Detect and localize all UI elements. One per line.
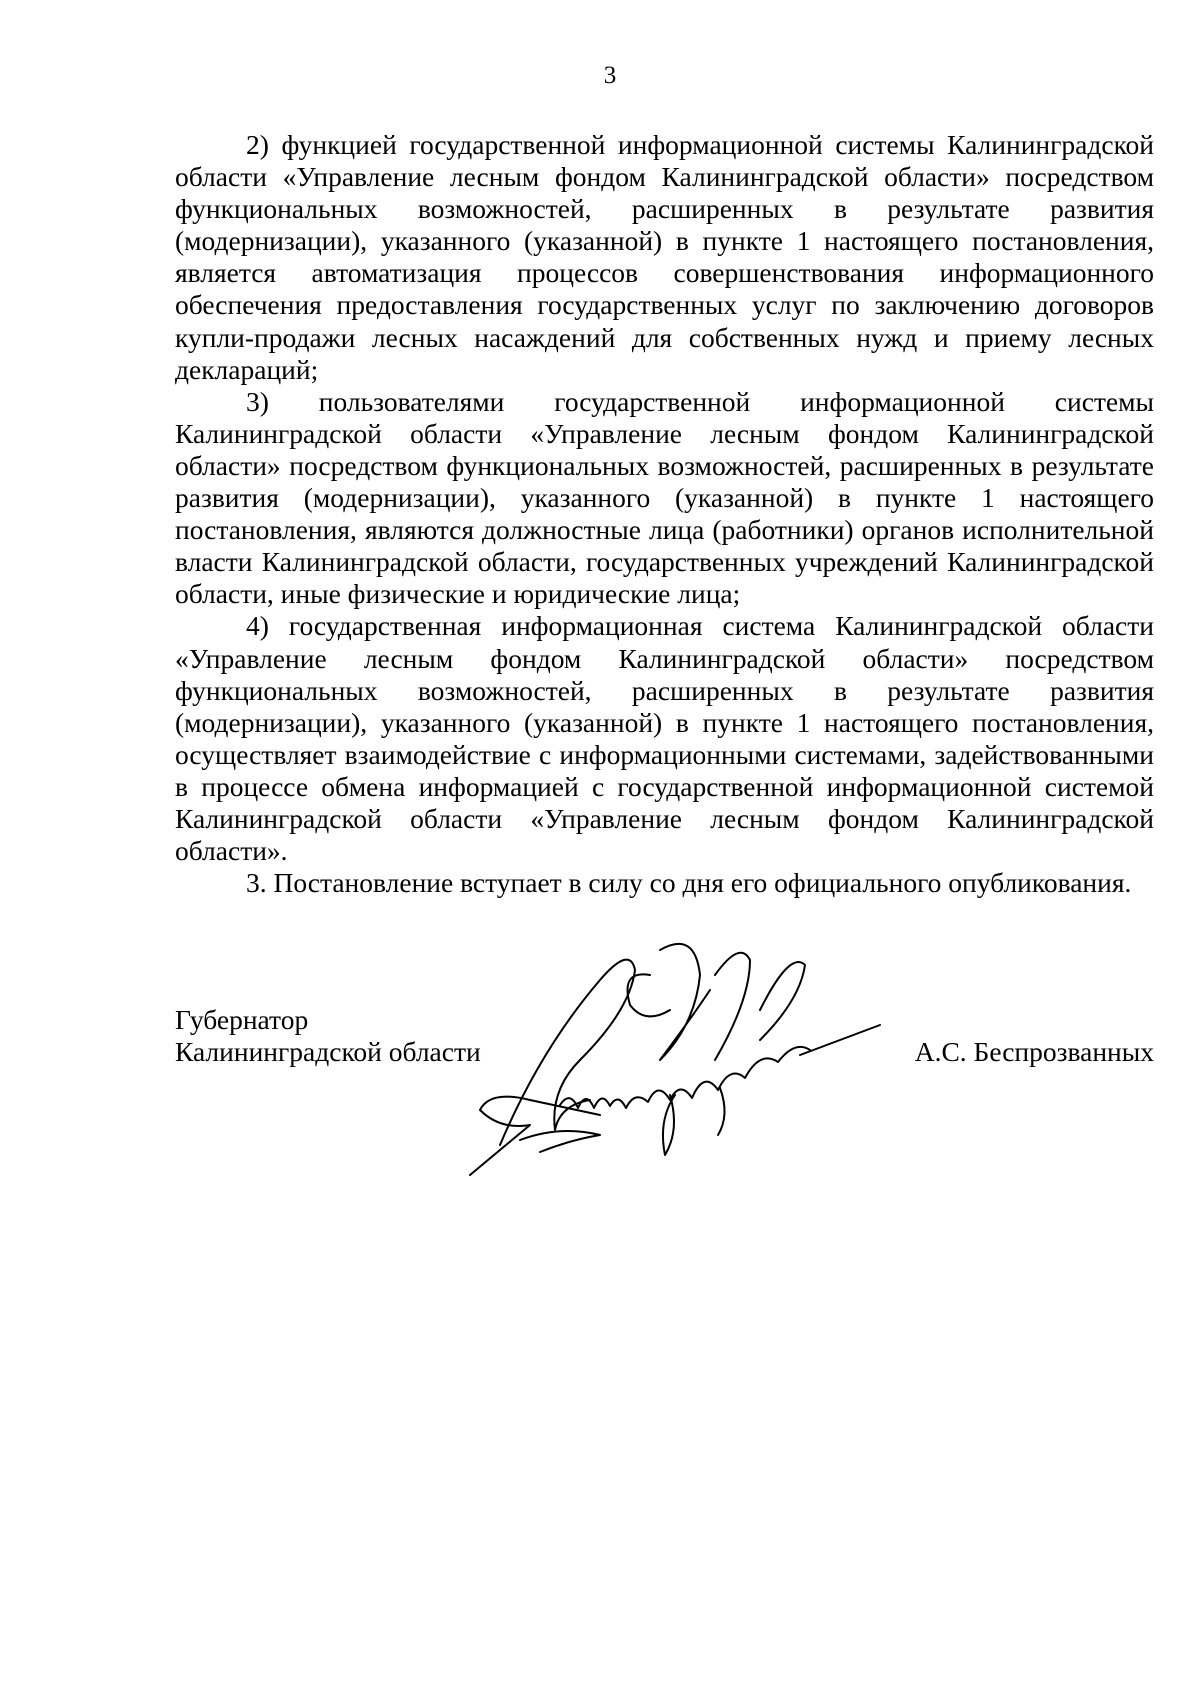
paragraph-item-2: 2) функцией государственной информационной системы Калининградской области «Управление лесным фондом Калининградской области» посредством функциональных возможностей, расширенных в результате развития (модернизации), указанного (указанной) в пункте 1 настоящего постановления, является автоматизация процессов совершенствования информационного обеспечения предоставления государственных услуг по заключению договоров купли-продажи лесных насаждений для собственных нужд и приему лесных деклараций; — [175, 129, 1154, 385]
signatory-title-line2: Калининградской области — [175, 1036, 481, 1067]
signatory-name: А.С. Беспрозванных — [914, 1036, 1154, 1067]
page-number: 3 — [603, 62, 617, 89]
document-body — [175, 129, 1154, 899]
signatory-title-line1: Губернатор — [175, 1004, 309, 1035]
signatory-title — [175, 1004, 481, 1068]
handwritten-signature — [460, 930, 900, 1190]
paragraph-clause-3: 3. Постановление вступает в силу со дня его официального опубликования. — [246, 867, 1132, 899]
paragraph-item-3: 3) пользователями государственной информационной системы Калининградской области «Управление лесным фондом Калининградской области» посредством функциональных возможностей, расширенных в результате развития (модернизации), указанного (указанной) в пункте 1 настоящего постановления, являются должностные лица (работники) органов исполнительной власти Калининградской области, государственных учреждений Калининградской области, иные физические и юридические лица; — [175, 385, 1154, 610]
paragraph-item-4: 4) государственная информационная система Калининградской области «Управление лесным фондом Калининградской области» посредством функциональных возможностей, расширенных в результате развития (модернизации), указанного (указанной) в пункте 1 настоящего постановления, осуществляет взаимодействие с информационными системами, задействованными в процессе обмена информацией с государственной информационной системой Калининградской области «Управление лесным фондом Калининградской области». — [175, 610, 1154, 867]
